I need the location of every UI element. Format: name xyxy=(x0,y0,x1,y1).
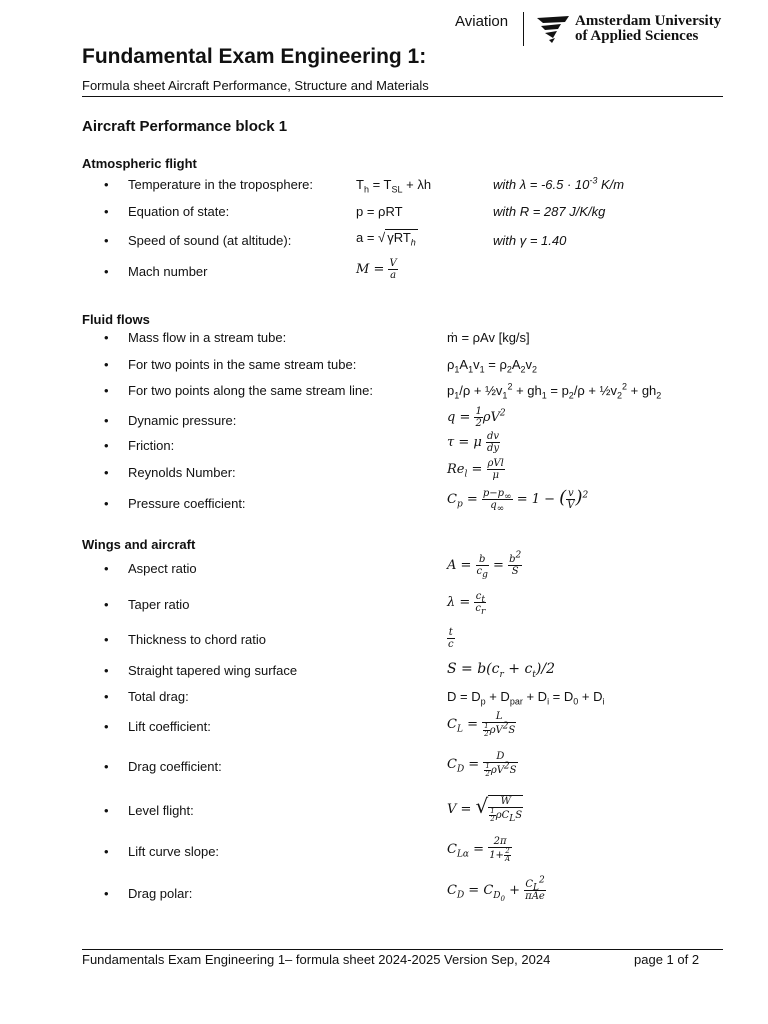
item-formula: q = $\frac{1}{2}$ $\rho V^2$ xyxy=(447,406,506,429)
header-rule xyxy=(82,96,723,97)
page-number: page 1 of 2 xyxy=(634,952,700,967)
item-formula: ṁ = ρAv [kg/s] xyxy=(447,330,530,345)
item-formula: $Re_l$ = $\frac{\text{ρVl}}{\mu}$ xyxy=(447,458,504,481)
university-name-line1: Amsterdam University xyxy=(575,13,722,29)
item-formula: a = √ γRT$_h$ xyxy=(356,230,416,248)
item-label: For two points in the same stream tube: xyxy=(128,357,357,372)
footer-rule xyxy=(82,949,723,950)
section-heading-fluid: Fluid flows xyxy=(82,312,150,327)
item-note: with γ = 1.40 xyxy=(493,233,567,248)
item-label: Drag coefficient: xyxy=(128,759,222,774)
item-note: with $\lambda = -6.5 \cdot 10^{-3}$ K/m xyxy=(493,175,625,192)
block-title: Aircraft Performance block 1 xyxy=(82,118,288,135)
item-formula: $C_D = C_{D_0}$ + $\frac{C_L^2}{\text{πAe}}$ xyxy=(447,875,545,903)
footer-text: Fundamentals Exam Engineering 1– formula sheet 2024-2025 Version Sep, 2024 xyxy=(82,952,551,967)
item-label: Dynamic pressure: xyxy=(128,413,237,428)
item-label: Thickness to chord ratio xyxy=(128,632,267,647)
item-label: Reynolds Number: xyxy=(128,465,236,480)
item-formula: $T_h = T_{SL} + \lambda h$ xyxy=(356,177,432,195)
page-subtitle: Formula sheet Aircraft Performance, Structure and Materials xyxy=(82,78,429,93)
item-label: Equation of state: xyxy=(128,204,230,219)
item-formula: λ = $\frac{c_t}{c_r}$ xyxy=(447,591,486,617)
page-title: Fundamental Exam Engineering 1: xyxy=(82,45,427,68)
item-formula: $p_1/\rho$ + $\frac{1}{2}v_1^2 + gh_1 = p_2/\rho$ + $\frac{1}{2}v_2^2 + gh_2$ xyxy=(447,381,662,401)
item-label: Taper ratio xyxy=(128,597,190,612)
item-label: For two points along the same stream line: xyxy=(128,383,373,398)
university-logo-icon xyxy=(535,14,571,44)
item-formula: $C_{L\alpha}$ = 2π 1+ $\frac{2}{A}$ xyxy=(447,836,510,863)
item-label: Drag polar: xyxy=(128,886,193,901)
item-label: Speed of sound (at altitude): xyxy=(128,233,292,248)
item-formula: A = $\frac{b}{c_g}$ = $\frac{b^2}{S}$ xyxy=(447,550,522,580)
section-heading-atmospheric: Atmospheric flight xyxy=(82,156,197,171)
item-label: Mach number xyxy=(128,264,208,279)
item-formula: $C_L$ = L $\frac{1}{2}$ $\rho V^2S$ xyxy=(447,711,516,738)
item-label: Lift coefficient: xyxy=(128,719,211,734)
item-label: Mass flow in a stream tube: xyxy=(128,330,287,345)
item-label: Temperature in the troposphere: xyxy=(128,177,313,192)
item-formula: $\rho_1A_1v_1 = \rho_2A_2v_2$ xyxy=(447,357,538,375)
item-formula: $D = D_p + D_{par} + D_i = D_0 + D_i$ xyxy=(447,689,605,707)
item-formula: $S = b(c_r + c_t)/2$ xyxy=(447,661,556,680)
item-formula: $C_D$ = D $\frac{1}{2}$ $\rho V^2S$ xyxy=(447,751,517,778)
item-label: Pressure coefficient: xyxy=(128,496,246,511)
item-formula: τ = μ $\frac{dv}{dy}$ xyxy=(447,431,499,454)
item-label: Aspect ratio xyxy=(128,561,197,576)
item-label: Straight tapered wing surface xyxy=(128,663,298,678)
section-heading-wings: Wings and aircraft xyxy=(82,537,196,552)
item-label: Level flight: xyxy=(128,803,194,818)
item-label: Friction: xyxy=(128,438,175,453)
item-formula: M = $\frac{V}{a}$ xyxy=(356,258,397,281)
item-formula: $\frac{t}{c}$ xyxy=(448,627,454,650)
item-label: Total drag: xyxy=(128,689,189,704)
header-divider xyxy=(523,12,524,46)
item-label: Lift curve slope: xyxy=(128,844,220,859)
item-note: with R = 287 J/K/kg xyxy=(493,204,606,219)
item-formula: p = ρRT xyxy=(356,204,403,219)
department-label: Aviation xyxy=(455,13,509,30)
item-formula: $C_p$ = $\frac{p-p_\infty}{q_\infty}$ = 1 − ( $\frac{v}{V}$ )$^2$ xyxy=(447,487,589,514)
item-formula: V = √ W $\frac{1}{2}$ $\rho C_LS$ xyxy=(447,794,523,824)
university-name-line2: of Applied Sciences xyxy=(575,28,699,44)
